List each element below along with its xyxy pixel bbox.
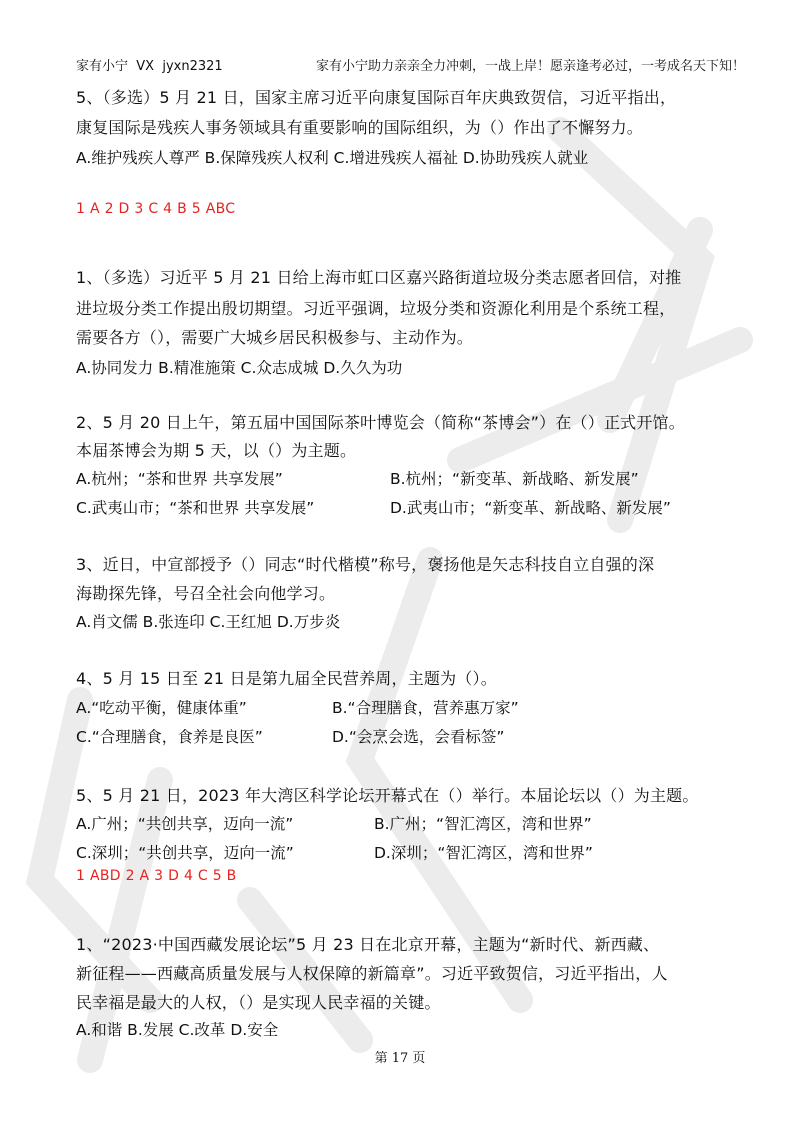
option-item: D.深圳；“智汇湾区，湾和世界”: [374, 844, 593, 862]
option-item: D.武夷山市；“新变革、新战略、新发展”: [390, 499, 671, 517]
option-item: B.广州；“智汇湾区，湾和世界”: [374, 815, 592, 833]
question-text-line: 进垃圾分类工作提出殷切期望。习近平强调，垃圾分类和资源化利用是个系统工程，: [76, 299, 676, 318]
option-item: D.“会烹会选，会看标签”: [332, 728, 505, 746]
question-text-line: 2、5 月 20 日上午，第五届中国国际茶叶博览会（简称“茶博会”）在（）正式开馆。: [76, 413, 685, 432]
option-item: A.“吃动平衡，健康体重”: [76, 699, 247, 717]
header-right-text: 家有小宁助力亲亲全力冲刺，一战上岸！愿亲逢考必过，一考成名天下知！: [316, 59, 746, 74]
question-options: A.维护残疾人尊严 B.保障残疾人权利 C.增进残疾人福祉 D.协助残疾人就业: [76, 149, 589, 167]
question-text-line: 需要各方（），需要广大城乡居民积极参与、主动作为。: [76, 328, 474, 347]
question-text-line: 本届茶博会为期 5 天，以（）为主题。: [76, 441, 357, 460]
question-options: A.和谐 B.发展 C.改革 D.安全: [76, 1021, 279, 1039]
question-options: A.肖文儒 B.张连印 C.王红旭 D.万步炎: [76, 613, 341, 631]
question-text-line: 5、5 月 21 日，2023 年大湾区科学论坛开幕式在（）举行。本届论坛以（）为主题。: [76, 786, 699, 805]
option-item: C.“合理膳食，食养是良医”: [76, 728, 263, 746]
question-text-line: 海勘探先锋，号召全社会向他学习。: [76, 584, 336, 603]
option-item: C.深圳；“共创共享，迈向一流”: [76, 844, 294, 862]
option-item: A.广州；“共创共享，迈向一流”: [76, 815, 294, 833]
question-options: A.协同发力 B.精准施策 C.众志成城 D.久久为功: [76, 359, 403, 377]
answer-key: 1 ABD 2 A 3 D 4 C 5 B: [76, 868, 237, 884]
question-text-line: 3、近日，中宣部授予（）同志“时代楷模”称号，褒扬他是矢志科技自立自强的深: [76, 555, 655, 574]
header-left-text: 家有小宁 VX jyxn2321: [76, 59, 223, 74]
option-item: C.武夷山市；“茶和世界 共享发展”: [76, 499, 315, 517]
option-item: B.“合理膳食，营养惠万家”: [332, 699, 519, 717]
answer-key: 1 A 2 D 3 C 4 B 5 ABC: [76, 201, 236, 217]
question-text-line: 康复国际是残疾人事务领域具有重要影响的国际组织，为（）作出了不懈努力。: [76, 118, 644, 137]
question-text-line: 民幸福是最大的人权，（）是实现人民幸福的关键。: [76, 993, 441, 1012]
question-text-line: 4、5 月 15 日至 21 日是第九届全民营养周，主题为（）。: [76, 669, 497, 688]
question-text-line: 新征程——西藏高质量发展与人权保障的新篇章”。习近平致贺信，习近平指出，人: [76, 964, 668, 983]
page-number: 第 17 页: [374, 1051, 426, 1066]
question-text-line: 1、（多选）习近平 5 月 21 日给上海市虹口区嘉兴路街道垃圾分类志愿者回信，对推: [76, 268, 682, 287]
option-item: A.杭州；“茶和世界 共享发展”: [76, 470, 283, 488]
question-text-line: 5、（多选）5 月 21 日，国家主席习近平向康复国际百年庆典致贺信，习近平指出，: [76, 88, 677, 107]
option-item: B.杭州；“新变革、新战略、新发展”: [390, 470, 639, 488]
question-text-line: 1、“2023·中国西藏发展论坛”5 月 23 日在北京开幕，主题为“新时代、新西藏、: [76, 935, 660, 954]
